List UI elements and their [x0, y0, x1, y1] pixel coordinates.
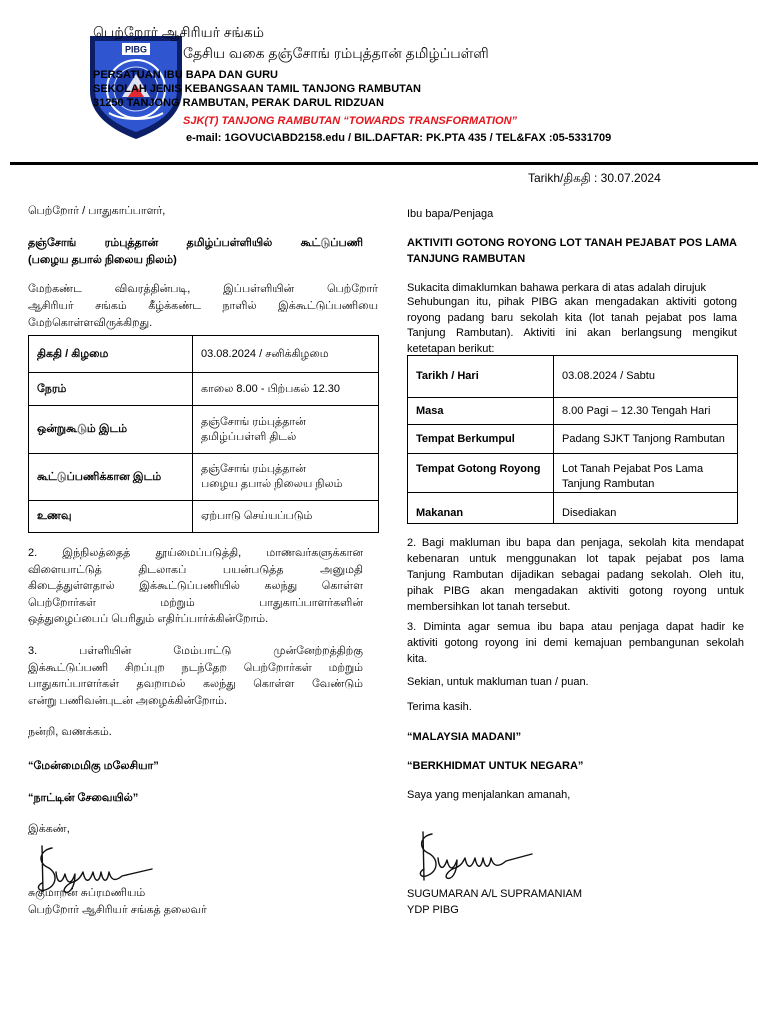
malay-slogan-1: “MALAYSIA MADANI” — [407, 731, 522, 743]
table-value — [193, 501, 379, 533]
malay-slogan-2: “BERKHIDMAT UNTUK NEGARA” — [407, 760, 584, 772]
table-value — [554, 398, 738, 425]
tamil-intro — [28, 281, 378, 332]
tamil-schedule-table — [28, 335, 379, 533]
malay-intro-line: royong padang baru sekolah kita (lot tanah pejabat pos lama — [407, 311, 737, 324]
table-label-text: Tempat Berkumpul — [416, 432, 515, 445]
tamil-intro-line: மேற்கண்ட விவரத்தின்படி, இப்பள்ளியின் பெற்றோர் — [28, 283, 378, 295]
table-row — [408, 454, 738, 493]
tamil-para2-line: கிடைத்துள்ளதால் இக்கூட்டுப்பணியில் கலந்து கொள்ள — [28, 580, 363, 592]
malay-intro-line: ketetapan berikut: — [407, 343, 495, 356]
malay-intro-line: Sehubungan itu, pihak PIBG akan mengadakan aktiviti gotong — [407, 296, 737, 308]
malay-signatory-title: YDP PIBG — [407, 904, 459, 916]
tamil-sign-off: இக்கண், — [28, 823, 70, 835]
malay-sign-off: Saya yang menjalankan amanah, — [407, 789, 571, 801]
tamil-slogan-1: “மேன்மைமிகு மலேசியா” — [28, 760, 159, 772]
malay-para2-line: Tanjung Rambutan dijadikan sebagai padang sekolah. Oleh itu, — [407, 569, 744, 581]
malay-thanks: Terima kasih. — [407, 701, 472, 713]
tamil-subject — [28, 235, 363, 269]
table-value — [554, 493, 738, 524]
malay-paragraph-2 — [407, 535, 744, 615]
table-value-text: Padang SJKT Tanjong Rambutan — [562, 432, 725, 445]
table-value — [554, 425, 738, 454]
table-row — [408, 493, 738, 524]
tamil-closing: நன்றி, வணக்கம். — [28, 726, 112, 738]
table-label-text: ஒன்றுகூடும் இடம் — [37, 423, 128, 435]
table-value-text: 03.08.2024 / Sabtu — [562, 370, 655, 382]
table-row — [29, 406, 379, 454]
table-label-text: நேரம் — [37, 382, 67, 395]
malay-subject-line: TANJUNG RAMBUTAN — [407, 253, 526, 265]
table-label — [408, 356, 554, 398]
table-value — [193, 336, 379, 373]
table-value-text: Tanjung Rambutan — [562, 478, 655, 490]
malay-intro-2 — [407, 295, 737, 358]
table-label-text: Makanan — [416, 507, 464, 519]
table-row — [29, 336, 379, 373]
table-label — [408, 425, 554, 454]
table-value-text: தமிழ்ப்பள்ளி திடல் — [201, 430, 297, 443]
malay-subject — [407, 235, 744, 267]
table-value-text: Lot Tanah Pejabat Pos Lama — [562, 463, 704, 475]
tamil-subject-line: தஞ்சோங் ரம்புத்தான் தமிழ்ப்பள்ளியில் கூட்டுப்பணி — [28, 237, 363, 249]
table-label-text: Tempat Gotong Royong — [416, 463, 541, 475]
table-row — [29, 454, 379, 501]
malay-subject-line: AKTIVITI GOTONG ROYONG LOT TANAH PEJABAT POS LAMA — [407, 237, 738, 249]
tamil-para2-line: பெற்றோர்கள் மற்றும் பாதுகாப்பாளர்களின் — [28, 596, 363, 609]
malay-para2-line: kebenaran untuk menggunakan lot tapak pejabat pos lama — [407, 553, 744, 565]
table-label — [29, 336, 193, 373]
tamil-salutation: பெற்றோர் / பாதுகாப்பாளர், — [28, 205, 166, 217]
table-value-text: தஞ்சோங் ரம்புத்தான் — [201, 463, 306, 475]
table-label-text: Masa — [416, 404, 444, 417]
school-motto: SJK(T) TANJONG RAMBUTAN “TOWARDS TRANSFORMATION” — [183, 115, 518, 127]
malay-para2-line: 2. Bagi makluman ibu bapa dan penjaga, sekolah kita mendapat — [407, 537, 744, 549]
malay-intro-line: Tanjung Rambutan). Aktiviti ini akan berlangsung mengikut — [407, 327, 737, 340]
table-value-text: காலை 8.00 - பிற்பகல் 12.30 — [201, 382, 341, 395]
table-label-text: கூட்டுப்பணிக்கான இடம் — [37, 470, 162, 483]
tamil-para3-line: 3. பள்ளியின் மேம்பாட்டு முன்னேற்றத்திற்கு — [28, 645, 363, 657]
malay-para2-line: pihak PIBG akan mengadakan aktiviti gotong royong untuk — [407, 585, 744, 597]
school-name-tamil: தேசிய வகை தஞ்சோங் ரம்புத்தான் தமிழ்ப்பள்ளி — [183, 45, 489, 61]
school-address: 31250 TANJONG RAMBUTAN, PERAK DARUL RIDZUAN — [93, 97, 384, 109]
table-label-text: உணவு — [37, 510, 72, 522]
tamil-paragraph-2 — [28, 545, 363, 628]
malay-paragraph-3 — [407, 619, 744, 667]
table-label — [29, 501, 193, 533]
contact-line: e-mail: 1GOVUC\ABD2158.edu / BIL.DAFTAR: PK.PTA 435 / TEL&FAX :05-5331709 — [186, 132, 612, 144]
malay-schedule-table — [407, 355, 738, 524]
tamil-signatory-title: பெற்றோர் ஆசிரியர் சங்கத் தலைவர் — [28, 904, 207, 916]
tamil-para2-line: ஒத்துழைப்பைப் பெரிதும் எதிர்ப்பார்க்கின்றோம். — [28, 613, 269, 625]
table-label — [29, 454, 193, 501]
table-value-text: 8.00 Pagi – 12.30 Tengah Hari — [562, 404, 711, 417]
header-divider — [10, 162, 758, 165]
tamil-intro-line: மேற்கொள்ளவிருக்கிறது. — [28, 317, 153, 329]
table-label — [408, 398, 554, 425]
tamil-para2-line: 2. இந்நிலத்தைத் தூய்மைப்படுத்தி, மாணவர்களுக்கான — [28, 547, 363, 559]
malay-para3-line: 3. Diminta agar semua ibu bapa atau penjaga dapat hadir ke — [407, 621, 744, 633]
table-row — [408, 356, 738, 398]
tamil-signatory-name: சுகுமாறன் சுப்ரமணியம் — [28, 887, 146, 899]
tamil-paragraph-3 — [28, 643, 363, 709]
table-value-text: தஞ்சோங் ரம்புத்தான் — [201, 415, 306, 428]
malay-para3-line: aktiviti gotong royong ini demi kemajuan pembangunan sekolah — [407, 637, 744, 649]
malay-signatory-name: SUGUMARAN A/L SUPRAMANIAM — [407, 888, 583, 900]
table-label-text: திகதி / கிழமை — [37, 347, 109, 360]
tamil-subject-line: (பழைய தபால் நிலைய நிலம்) — [28, 254, 177, 266]
table-value-text: Disediakan — [562, 507, 617, 519]
org-name-malay: PERSATUAN IBU BAPA DAN GURU — [93, 69, 278, 81]
table-row — [29, 501, 379, 533]
table-value — [193, 406, 379, 454]
malay-salutation: Ibu bapa/Penjaga — [407, 208, 494, 220]
org-name-tamil: பெற்றோர் ஆசிரியர் சங்கம் — [93, 24, 265, 40]
logo-text: PIBG — [124, 44, 148, 55]
table-label — [29, 373, 193, 406]
tamil-para3-line: பாதுகாப்பாளர்கள் தவறாமல் கலந்து கொள்ள வேண்டும் — [28, 678, 363, 690]
table-value-text: ஏற்பாடு செய்யப்படும் — [201, 510, 313, 522]
tamil-para2-line: விளையாட்டுத் திடலாகப் பயன்படுத்த அனுமதி — [28, 563, 363, 576]
letter-date: Tarikh/திகதி : 30.07.2024 — [528, 171, 661, 185]
malay-closing: Sekian, untuk makluman tuan / puan. — [407, 676, 589, 688]
table-value — [554, 356, 738, 398]
table-label — [408, 454, 554, 493]
school-name-malay: SEKOLAH JENIS KEBANGSAAN TAMIL TANJONG RAMBUTAN — [93, 83, 421, 95]
tamil-para3-line: என்று பணிவன்புடன் அழைக்கின்றோம். — [28, 694, 228, 707]
tamil-intro-line: ஆசிரியர் சங்கம் கீழ்க்கண்ட நாளில் இக்கூட்டுப்பணியை — [28, 300, 378, 312]
malay-para2-line: membersihkan lot tanah tersebut. — [407, 601, 571, 613]
table-label — [29, 406, 193, 454]
malay-para3-line: kita. — [407, 653, 428, 665]
table-value — [554, 454, 738, 493]
tamil-slogan-2: “நாட்டின் சேவையில்” — [28, 792, 139, 804]
table-row — [408, 425, 738, 454]
signature-right — [416, 826, 536, 884]
table-value-text: 03.08.2024 / சனிக்கிழமை — [201, 347, 329, 360]
table-value — [193, 373, 379, 406]
table-row — [408, 398, 738, 425]
table-value-text: பழைய தபால் நிலைய நிலம் — [201, 478, 343, 490]
table-label-text: Tarikh / Hari — [416, 370, 479, 382]
table-label — [408, 493, 554, 524]
tamil-para3-line: இக்கூட்டுப்பணி சிறப்புற நடந்தேற பெற்றோர்கள் மற்றும் — [28, 661, 363, 674]
table-value — [193, 454, 379, 501]
malay-intro-1: Sukacita dimaklumkan bahawa perkara di atas adalah dirujuk — [407, 282, 707, 294]
table-row — [29, 373, 379, 406]
